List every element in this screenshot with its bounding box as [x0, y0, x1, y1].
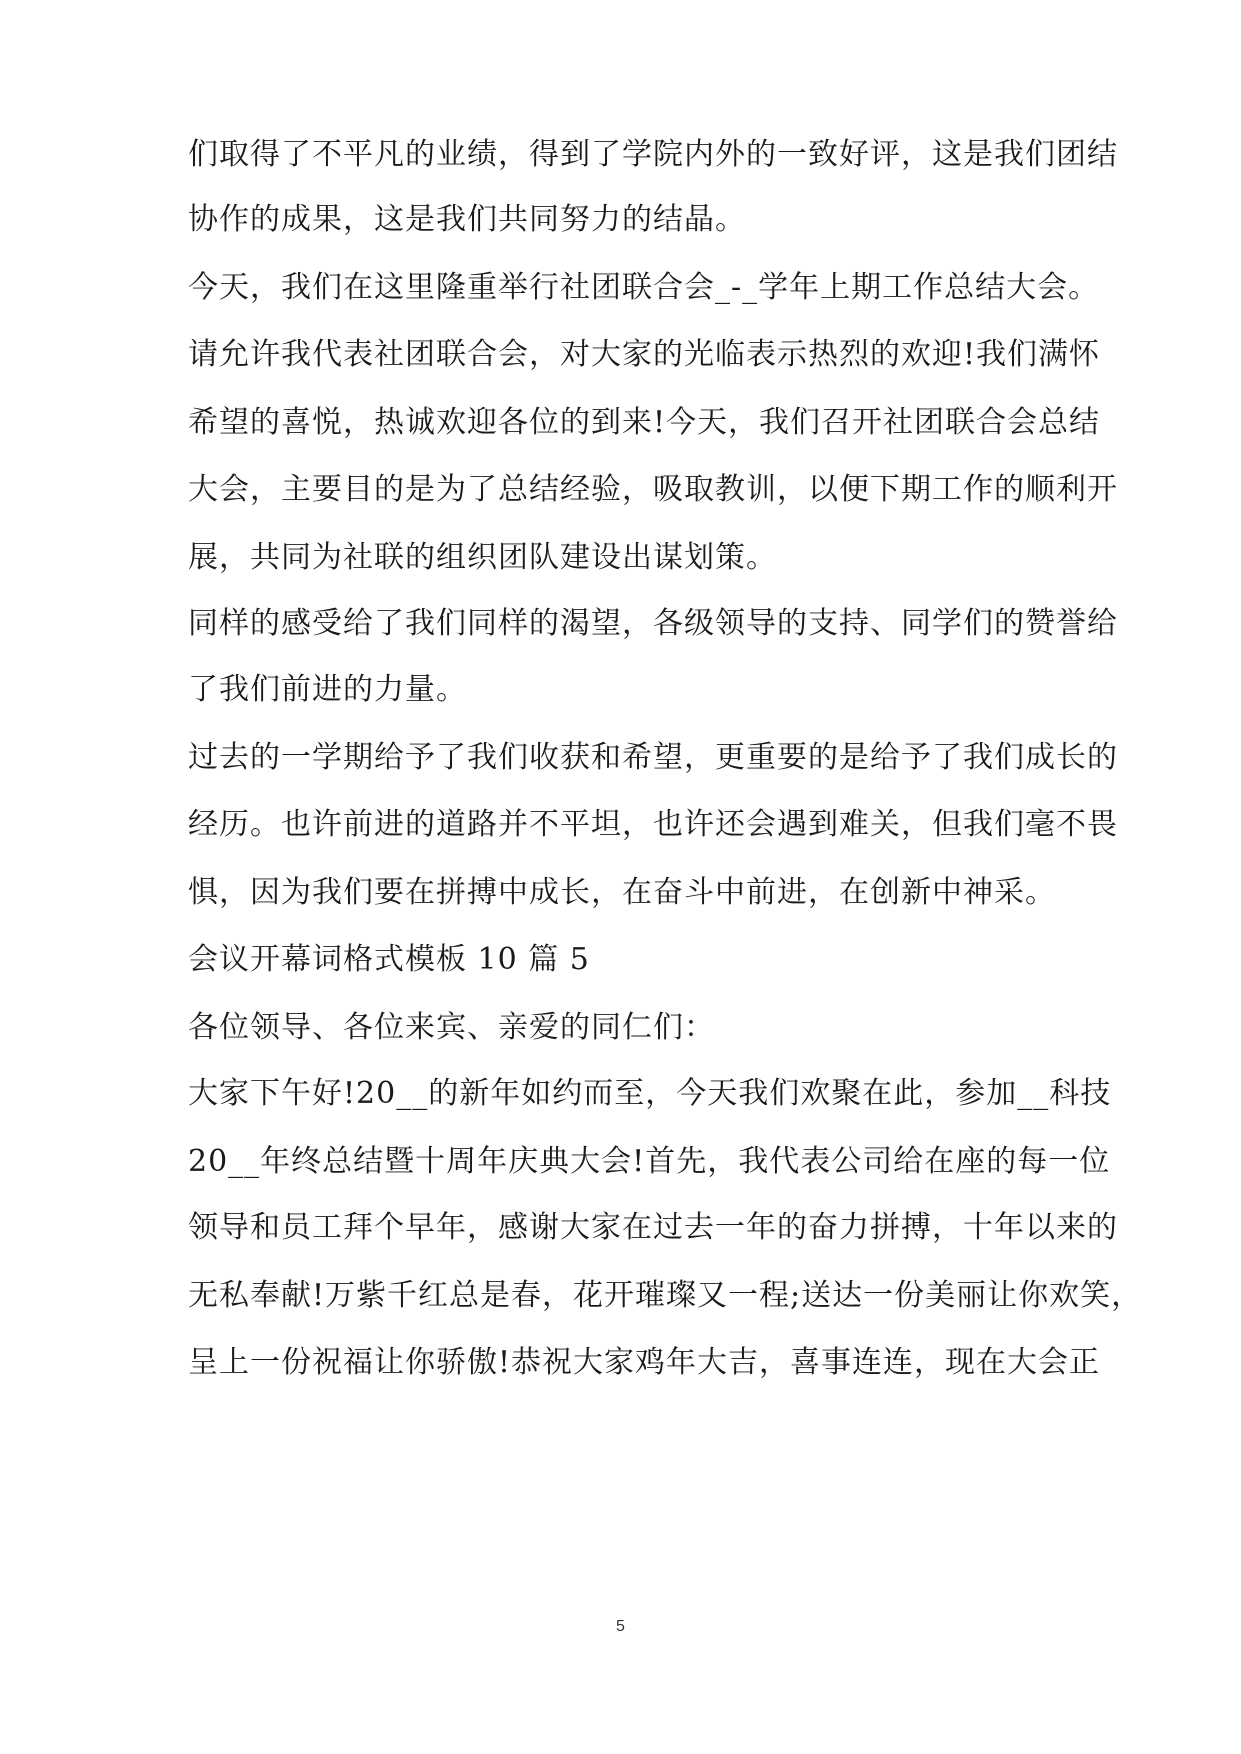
text-line: 大会，主要目的是为了总结经验，吸取教训，以便下期工作的顺利开 [188, 472, 1118, 507]
text-line: 过去的一学期给予了我们收获和希望，更重要的是给予了我们成长的 [188, 740, 1118, 775]
text-line: 呈上一份祝福让你骄傲!恭祝大家鸡年大吉，喜事连连，现在大会正 [188, 1345, 1101, 1380]
section-heading: 会议开幕词格式模板 10 篇 5 [188, 942, 590, 977]
text-line: 请允许我代表社团联合会，对大家的光临表示热烈的欢迎!我们满怀 [188, 337, 1101, 372]
salutation: 各位领导、各位来宾、亲爱的同仁们： [188, 1010, 715, 1045]
text-line: 了我们前进的力量。 [188, 672, 467, 707]
text-line: 协作的成果，这是我们共同努力的结晶。 [188, 202, 746, 237]
text-line: 惧，因为我们要在拼搏中成长，在奋斗中前进，在创新中神采。 [188, 875, 1056, 910]
text-line: 无私奉献!万紫千红总是春，花开璀璨又一程;送达一份美丽让你欢笑， [188, 1278, 1143, 1313]
page-number: 5 [616, 1618, 625, 1635]
text-line: 经历。也许前进的道路并不平坦，也许还会遇到难关，但我们毫不畏 [188, 807, 1118, 842]
text-line: 20__年终总结暨十周年庆典大会!首先，我代表公司给在座的每一位 [188, 1144, 1111, 1179]
text-line: 们取得了不平凡的业绩，得到了学院内外的一致好评，这是我们团结 [188, 137, 1118, 172]
text-line: 领导和员工拜个早年，感谢大家在过去一年的奋力拼搏，十年以来的 [188, 1210, 1118, 1245]
text-line: 大家下午好!20__的新年如约而至，今天我们欢聚在此，参加__科技 [188, 1076, 1112, 1111]
text-line: 同样的感受给了我们同样的渴望，各级领导的支持、同学们的赞誉给 [188, 606, 1118, 641]
text-line: 今天，我们在这里隆重举行社团联合会_-_学年上期工作总结大会。 [188, 270, 1100, 305]
text-line: 希望的喜悦，热诚欢迎各位的到来!今天，我们召开社团联合会总结 [188, 405, 1101, 440]
text-line: 展，共同为社联的组织团队建设出谋划策。 [188, 540, 777, 575]
